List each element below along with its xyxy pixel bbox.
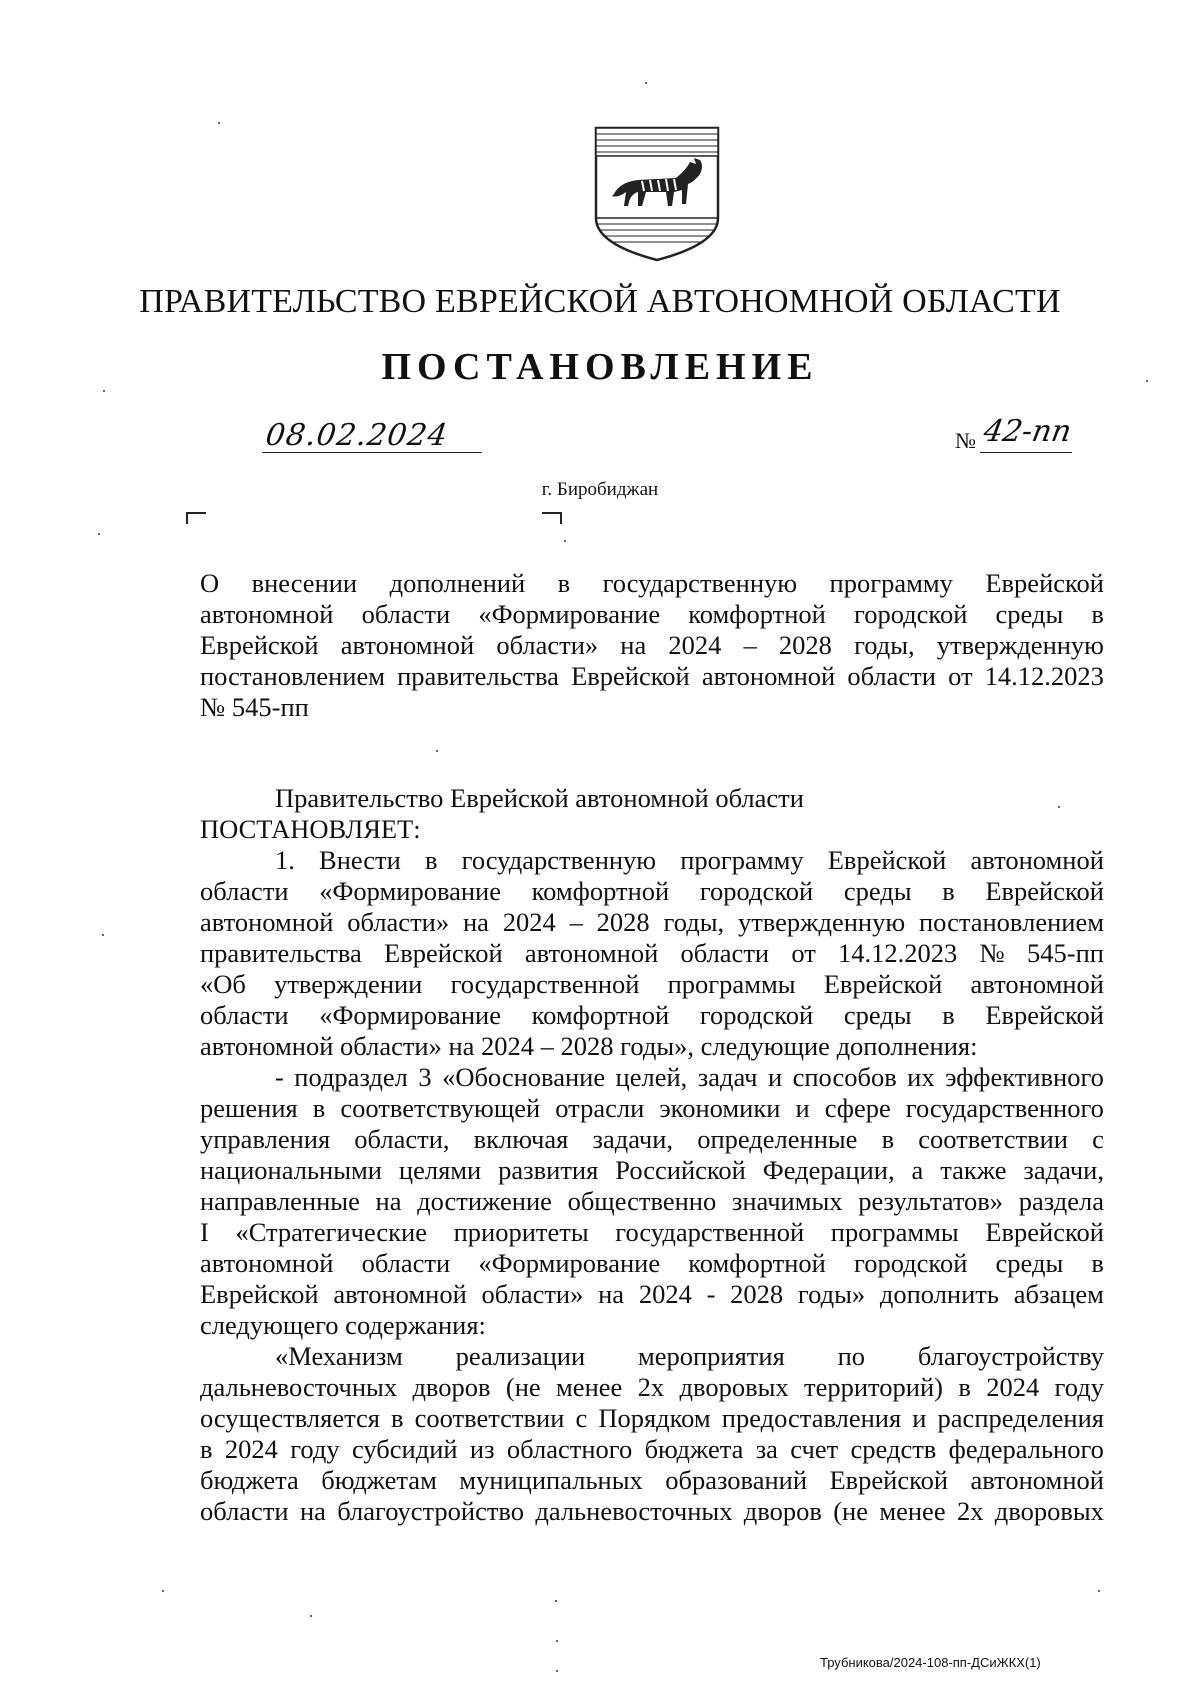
coat-of-arms-emblem	[590, 122, 724, 264]
scan-speck	[645, 82, 647, 84]
number-label: №	[955, 428, 976, 453]
number-underline	[980, 452, 1072, 453]
left-corner-mark	[186, 512, 206, 524]
scan-speck	[218, 122, 220, 124]
scan-speck	[564, 540, 566, 542]
date-underline	[262, 452, 482, 453]
body-line: I «Стратегические приоритеты государственной программы Еврейской	[200, 1217, 1104, 1247]
body-line: решения в соответствующей отрасли экономики и сфере государственного	[200, 1093, 1104, 1123]
body-line: «Об утверждении государственной программы Еврейской автономной	[200, 969, 1104, 999]
body-line: осуществляется в соответствии с Порядком предоставления и распределения	[200, 1403, 1104, 1433]
footer-reference: Трубникова/2024-108-пп-ДСиЖКХ(1)	[820, 1655, 1041, 1670]
body-line: управления области, включая задачи, определенные в соответствии с	[200, 1124, 1104, 1154]
subject-line: постановлением правительства Еврейской автономной области от 14.12.2023	[200, 661, 1104, 691]
subject-line: Еврейской автономной области» на 2024 – 2028 годы, утвержденную	[200, 630, 1104, 660]
subject-line: О внесении дополнений в государственную программу Еврейской	[200, 568, 1104, 598]
body-line: области «Формирование комфортной городской среды в Еврейской	[200, 876, 1104, 906]
decree-word: ПОСТАНОВЛЯЕТ:	[200, 814, 421, 844]
body-line: национальными целями развития Российской Федерации, а также задачи,	[200, 1155, 1104, 1185]
preamble: Правительство Еврейской автономной области	[275, 783, 804, 813]
scan-speck	[556, 1670, 558, 1672]
body-line: направленные на достижение общественно значимых результатов» раздела	[200, 1186, 1104, 1216]
body-line: области на благоустройство дальневосточных дворов (не менее 2х дворовых	[200, 1496, 1104, 1526]
body-line: области «Формирование комфортной городской среды в Еврейской	[200, 1000, 1104, 1030]
scan-speck	[1146, 380, 1148, 382]
document-type-title: ПОСТАНОВЛЕНИЕ	[381, 346, 819, 388]
scan-speck	[556, 1640, 558, 1642]
scan-speck	[310, 1615, 312, 1617]
scan-speck	[103, 390, 105, 392]
subject-line: № 545-пп	[200, 692, 309, 722]
subject-line: автономной области «Формирование комфортной городской среды в	[200, 599, 1104, 629]
city-name: г. Биробиджан	[541, 479, 659, 500]
document-body	[200, 783, 1104, 1527]
body-line: автономной области» на 2024 – 2028 годы, утвержденную постановлением	[200, 907, 1104, 937]
body-line: в 2024 году субсидий из областного бюджета за счет средств федерального	[200, 1434, 1104, 1464]
body-line: «Механизм реализации мероприятия по благоустройству	[275, 1341, 1104, 1371]
scan-speck	[102, 934, 104, 936]
scan-speck	[1058, 806, 1060, 808]
right-corner-mark	[542, 512, 562, 524]
scan-speck	[555, 1600, 557, 1602]
scan-speck	[98, 533, 100, 535]
body-line: автономной области «Формирование комфортной городской среды в	[200, 1248, 1104, 1278]
body-line: бюджета бюджетам муниципальных образований Еврейской автономной	[200, 1465, 1104, 1495]
scan-speck	[436, 750, 438, 752]
body-line: следующего содержания:	[200, 1310, 486, 1340]
body-line: правительства Еврейской автономной области от 14.12.2023 № 545-пп	[200, 938, 1104, 968]
body-line: дальневосточных дворов (не менее 2х дворовых территорий) в 2024 году	[200, 1372, 1104, 1402]
scan-speck	[1098, 1590, 1100, 1592]
government-title: ПРАВИТЕЛЬСТВО ЕВРЕЙСКОЙ АВТОНОМНОЙ ОБЛАСТИ	[139, 283, 1061, 320]
body-line: 1. Внести в государственную программу Еврейской автономной	[275, 845, 1104, 875]
body-line: Еврейской автономной области» на 2024 - 2028 годы» дополнить абзацем	[200, 1279, 1104, 1309]
body-line: - подраздел 3 «Обоснование целей, задач и способов их эффективного	[275, 1062, 1104, 1092]
handwritten-number: 42-пп	[980, 414, 1075, 449]
body-line: автономной области» на 2024 – 2028 годы», следующие дополнения:	[200, 1031, 978, 1061]
handwritten-date: 08.02.2024	[263, 418, 451, 453]
scan-speck	[162, 1590, 164, 1592]
document-subject	[200, 568, 1104, 723]
